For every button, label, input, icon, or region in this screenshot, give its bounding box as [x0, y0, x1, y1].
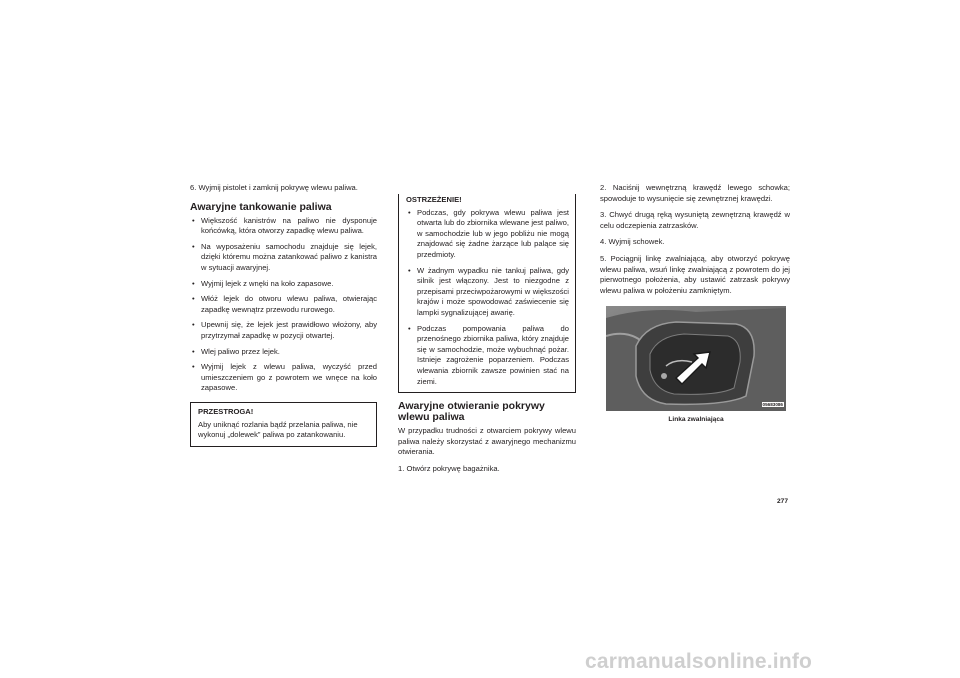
list-item: • Większość kanistrów na paliwo nie dysponuje końcówką, która otworzy zapadkę wlewu paliwa. [192, 215, 377, 236]
refuel-bullet-list [190, 216, 377, 394]
image-code: 05683086 [762, 402, 783, 408]
section-heading-emergency-refuel: Awaryjne tankowanie paliwa [190, 200, 332, 213]
bullet-icon: • [192, 346, 195, 356]
list-item: • Na wyposażeniu samochodu znajduje się lejek, dzięki któremu można zatankować paliwo z kanistra w sytuacji awaryjnej. [192, 241, 377, 272]
caution-title: PRZESTROGA! [198, 406, 254, 416]
list-item: • Wlej paliwo przez lejek. [192, 346, 280, 356]
section-heading-emergency-release: Awaryjne otwieranie pokrywy wlewu paliwa [398, 400, 545, 424]
bullet-icon: • [192, 215, 195, 225]
step-3: 3. Chwyć drugą ręką wysuniętą zewnętrzną krawędź w celu odczepienia zatrzasków. [600, 210, 790, 230]
step-2: 2. Naciśnij wewnętrzną krawędź lewego schowka; spowoduje to wysunięcie się zewnętrznej krawędzi. [600, 183, 790, 203]
bullet-icon: • [192, 320, 195, 330]
bullet-icon: • [408, 323, 411, 333]
bullet-icon: • [192, 278, 195, 288]
page-number: 277 [777, 498, 789, 505]
watermark: carmanualsonline.info [585, 650, 813, 673]
bullet-icon: • [408, 265, 411, 275]
bullet-icon: • [192, 294, 195, 304]
step-6: 6. Wyjmij pistolet i zamknij pokrywę wlewu paliwa. [190, 183, 358, 192]
step-4: 4. Wyjmij schowek. [600, 237, 665, 247]
caution-text: Aby uniknąć rozlania bądź przelania paliwa, nie wykonuj „dolewek” paliwa po zatankowaniu. [198, 419, 358, 440]
bullet-icon: • [192, 362, 195, 372]
list-item: • W żadnym wypadku nie tankuj paliwa, gdy silnik jest włączony. Jest to niezgodne z przepisami przeciwpożarowymi w większości krajów i może spowodować zaświecenie się lampki sygnalizującej awarię. [408, 265, 569, 317]
middle-column [398, 186, 576, 480]
list-item: • Podczas pompowania paliwa do przenośnego zbiornika paliwa, który znajduje się w samochodzie, może wybuchnąć pożar. Istnieje zagrożenie poparzeniem. Podczas wlewania zbiornik zawsze powinien stać na ziemi. [408, 323, 569, 386]
trunk-compartment-illustration [606, 306, 786, 411]
step-1: 1. Otwórz pokrywę bagażnika. [398, 463, 500, 473]
warning-box [398, 194, 576, 393]
release-cable-photo [606, 306, 786, 411]
warning-bullet-list [406, 208, 569, 388]
list-item: • Wyjmij lejek z wnęki na koło zapasowe. [192, 278, 334, 288]
bullet-icon: • [192, 241, 195, 251]
right-column [600, 183, 790, 426]
list-item: • Wyjmij lejek z wlewu paliwa, wyczyść przed umieszczeniem go z powrotem we wnęce na koło zapasowe. [192, 362, 377, 393]
list-item: • Włóż lejek do otworu wlewu paliwa, otwierając zapadkę wewnątrz przewodu rurowego. [192, 294, 377, 314]
warning-title: OSTRZEŻENIE! [406, 195, 462, 204]
bullet-icon: • [408, 207, 411, 217]
photo-caption: Linka zwalniająca [668, 416, 724, 424]
step-5: 5. Pociągnij linkę zwalniającą, aby otworzyć pokrywę wlewu paliwa, wsuń linkę zwalniającą z powrotem do jej pierwotnego położenia, aby ustawić zatrzask pokrywy wlewu paliwa w położeniu zamkniętym. [600, 253, 790, 295]
list-item: • Podczas, gdy pokrywa wlewu paliwa jest otwarta lub do zbiornika wlewane jest paliwo, w samochodzie lub w jego pobliżu nie mogą znajdować się żadne żarzące lub palące się przedmioty. [408, 207, 569, 259]
left-column [190, 183, 377, 447]
caution-box [190, 402, 377, 447]
list-item: • Upewnij się, że lejek jest prawidłowo włożony, aby przytrzymał zapadkę w pozycji otwartej. [192, 320, 377, 340]
intro-paragraph: W przypadku trudności z otwarciem pokrywy wlewu paliwa należy skorzystać z awaryjnego mechanizmu otwierania. [398, 426, 576, 457]
